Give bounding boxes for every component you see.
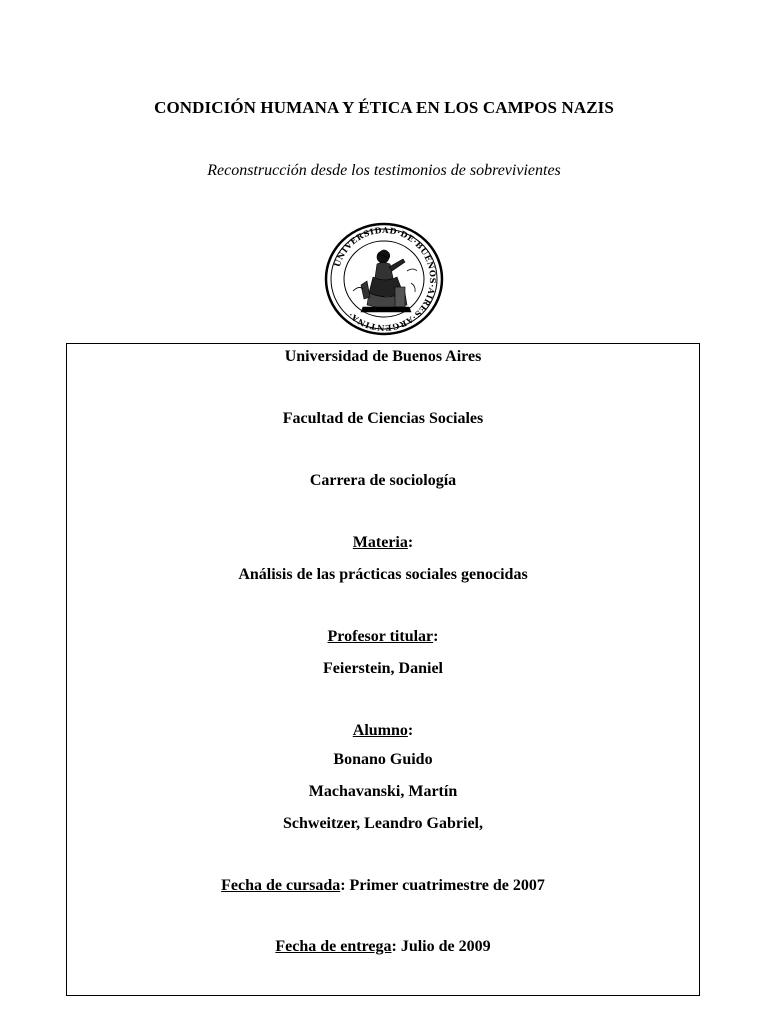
svg-text:UNIVERSIDAD·DE·BUENOS·AIRES·AR: UNIVERSIDAD·DE·BUENOS·AIRES·ARGENTINA· — [331, 224, 439, 334]
student-name: Bonano Guido — [333, 751, 433, 768]
subject-value: Análisis de las prácticas sociales genocidas — [238, 566, 528, 583]
course-date: Fecha de cursada: Primer cuatrimestre de 2007 — [221, 877, 545, 894]
subject-heading: Materia: — [352, 534, 414, 551]
course-date-value: Primer cuatrimestre de 2007 — [349, 877, 545, 894]
university-name: Universidad de Buenos Aires — [284, 348, 482, 365]
document-subtitle: Reconstrucción desde los testimonios de sobrevivientes — [207, 162, 561, 179]
delivery-date: Fecha de entrega: Julio de 2009 — [275, 938, 491, 955]
info-box — [66, 343, 700, 996]
student-name: Schweitzer, Leandro Gabriel, — [283, 815, 483, 832]
students-label: Alumno — [352, 722, 408, 739]
student-name: Machavanski, Martín — [308, 783, 458, 800]
course-date-label: Fecha de cursada — [221, 877, 341, 894]
career-name: Carrera de sociología — [309, 472, 457, 489]
faculty-name: Facultad de Ciencias Sociales — [282, 410, 484, 427]
delivery-date-value: Julio de 2009 — [400, 938, 491, 955]
professor-heading: Profesor titular: — [327, 628, 439, 645]
professor-value: Feierstein, Daniel — [323, 660, 443, 677]
university-seal-logo — [323, 221, 445, 337]
students-heading: Alumno: — [352, 722, 414, 739]
document-title: CONDICIÓN HUMANA Y ÉTICA EN LOS CAMPOS NAZIS — [154, 98, 614, 117]
subject-label: Materia — [352, 534, 408, 551]
professor-label: Profesor titular — [327, 628, 434, 645]
delivery-date-label: Fecha de entrega — [275, 938, 392, 955]
